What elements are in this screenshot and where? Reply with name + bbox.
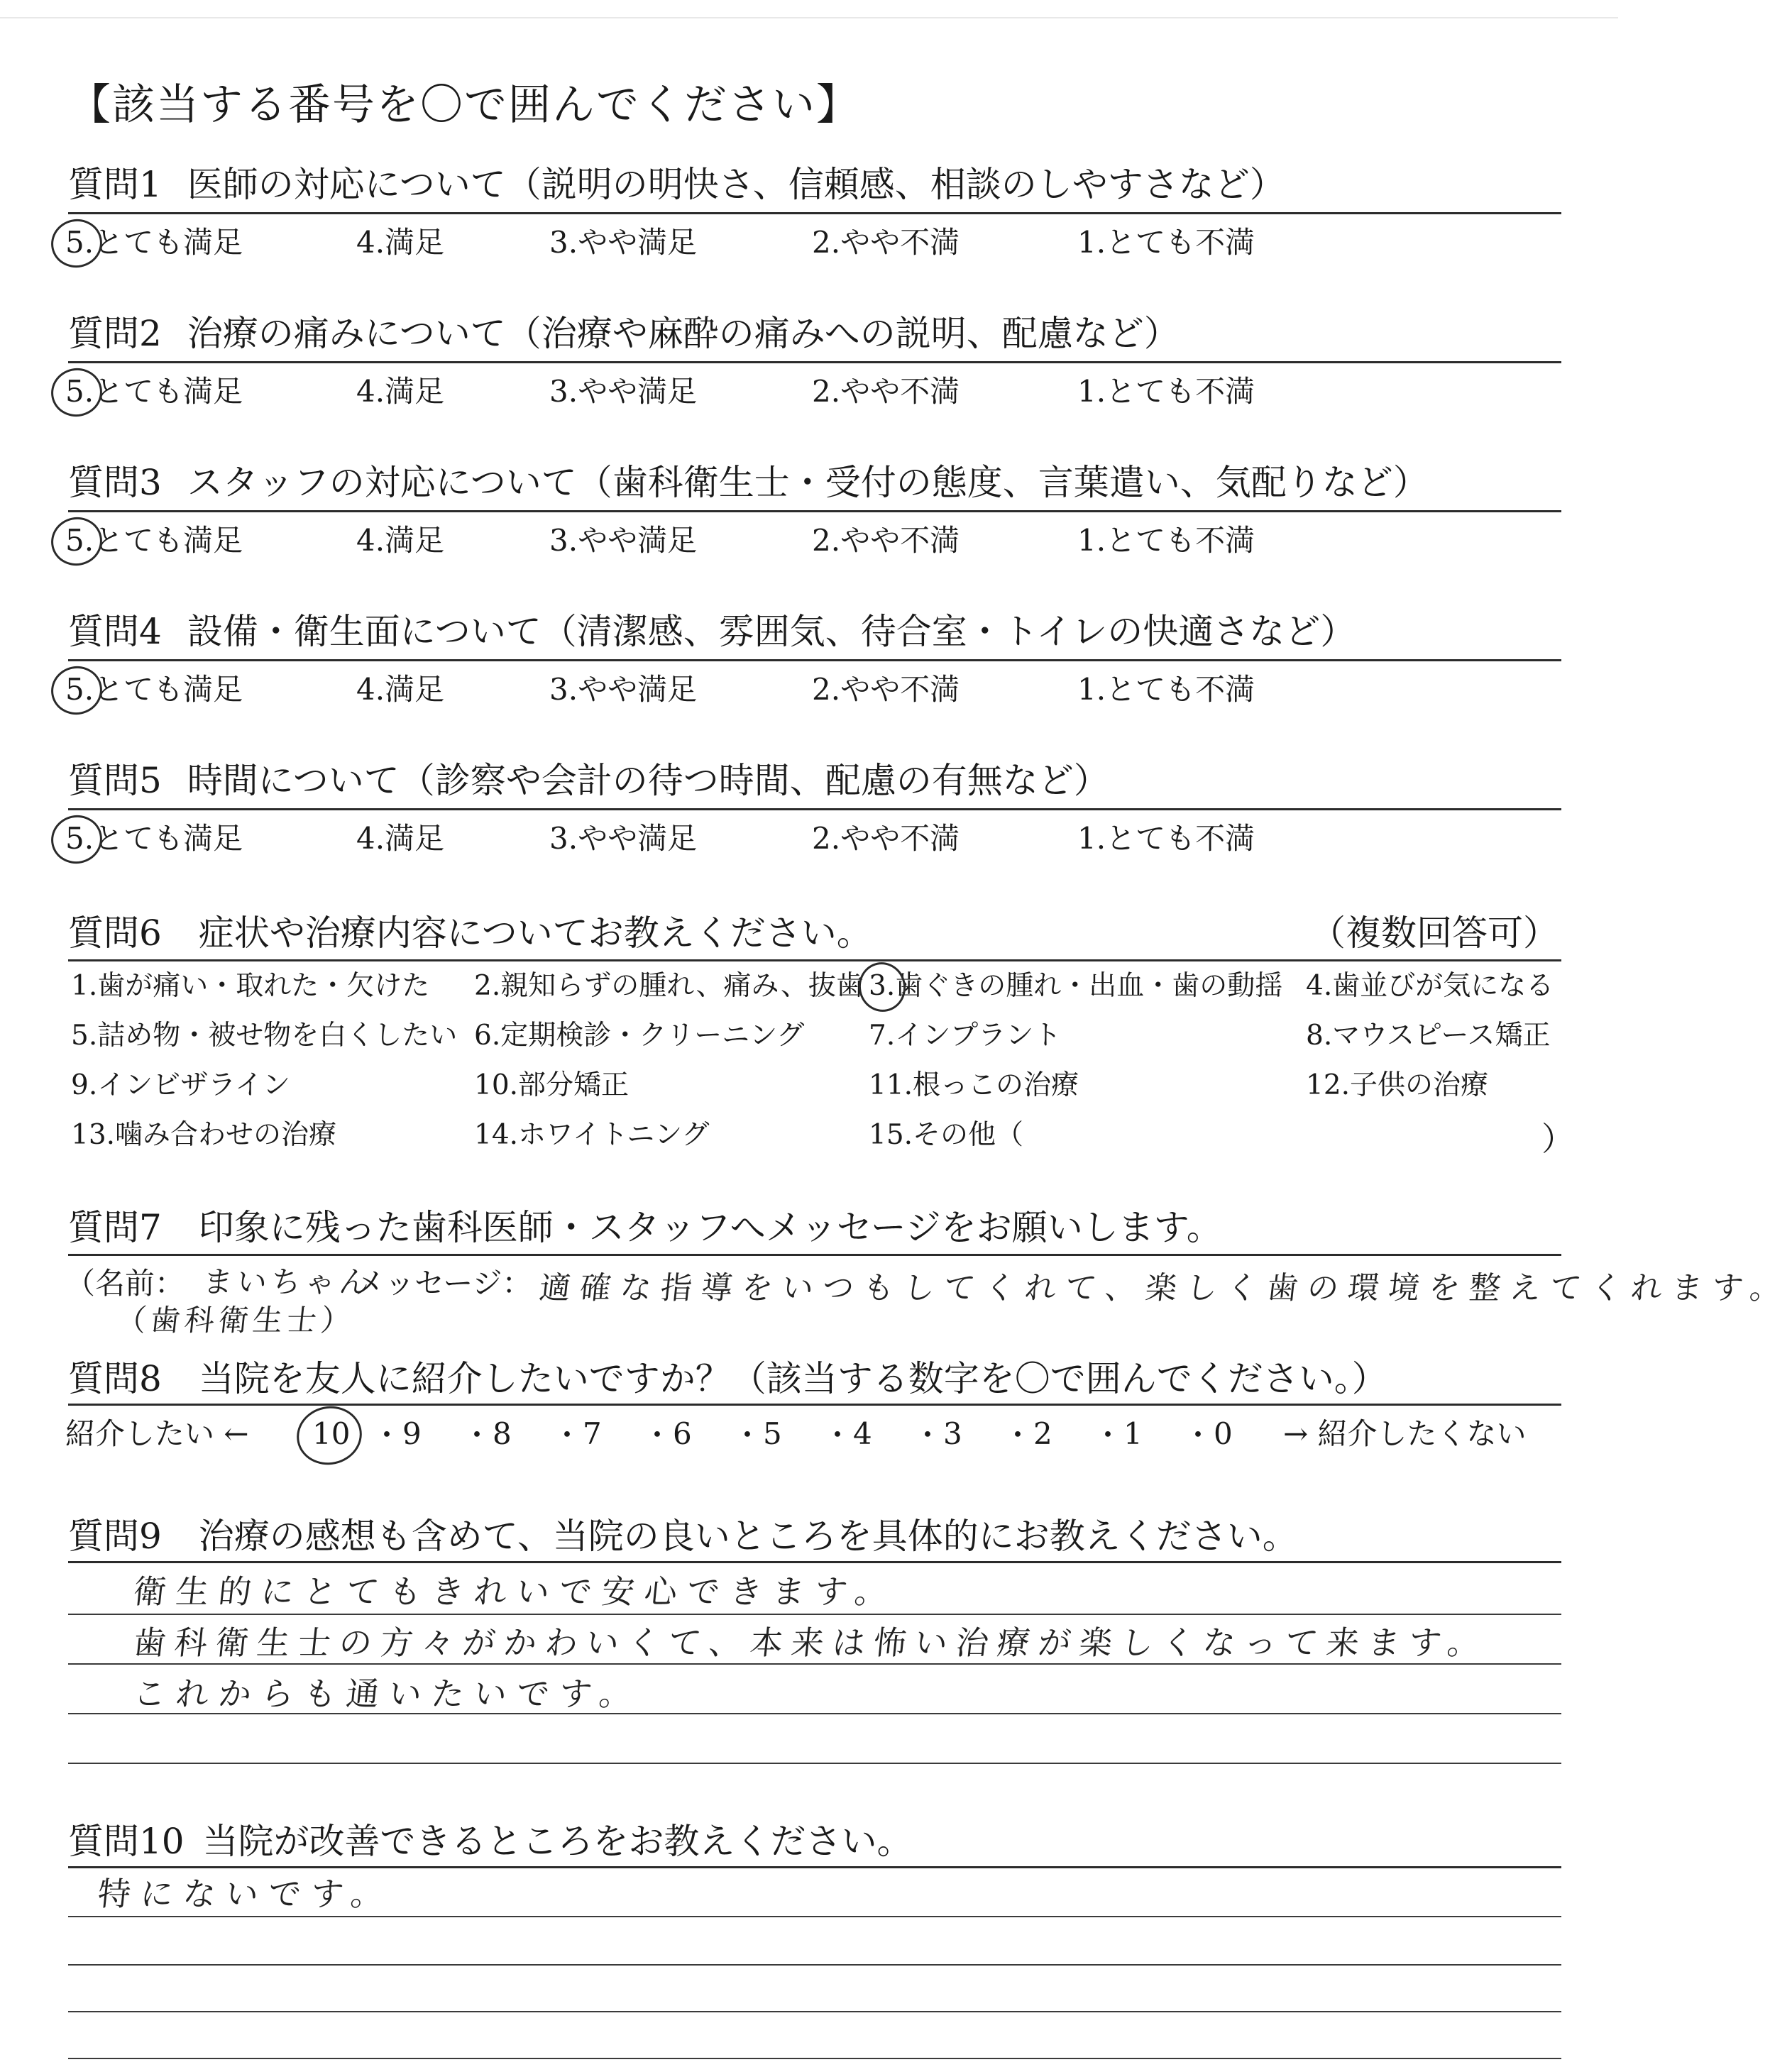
q9-answer-line-3: これからも通いたいです。 xyxy=(131,1675,644,1713)
q5-title xyxy=(68,760,1559,801)
q8-scale-separator: ・ xyxy=(1183,1418,1214,1453)
q8-title xyxy=(68,1358,1559,1399)
q8-scale-separator: ・ xyxy=(913,1418,943,1453)
q3-text: スタッフの対応について（歯科衛生士・受付の態度、言葉遣い、気配りなど） xyxy=(187,462,1429,503)
q6-option-14[interactable]: 14.ホワイトニング xyxy=(474,1119,710,1151)
q1-option-2[interactable]: 2.やや不満 xyxy=(812,225,960,260)
q5-selection-circle xyxy=(47,810,107,868)
q8-text: 当院を友人に紹介したいですか？（該当する数字を〇で囲んでください。） xyxy=(198,1358,1387,1399)
q6-option-7[interactable]: 7.インプラント xyxy=(869,1020,1062,1052)
answer-line xyxy=(68,2058,1561,2059)
q8-scale-separator: ・ xyxy=(642,1418,673,1453)
q10-text: 当院が改善できるところをお教えください。 xyxy=(202,1821,913,1862)
q8-scale-3[interactable]: 3 xyxy=(943,1416,962,1451)
q7-name-value: まいちゃん xyxy=(201,1264,375,1299)
q2-label: 質問2 xyxy=(68,313,162,354)
q4-rule xyxy=(68,659,1561,661)
q6-option-2[interactable]: 2.親知らずの腫れ、痛み、抜歯 xyxy=(474,970,864,1002)
q1-title xyxy=(68,164,1559,205)
q10-answer-line-1: 特にないです。 xyxy=(96,1875,396,1913)
q2-rule xyxy=(68,361,1561,363)
q1-text: 医師の対応について（説明の明快さ、信頼感、相談のしやすさなど） xyxy=(187,164,1285,205)
q10-label: 質問10 xyxy=(68,1821,185,1862)
q7-message-value: 適確な指導をいつもしてくれて、楽しく歯の環境を整えてくれます。 xyxy=(537,1270,1792,1306)
q8-scale-8[interactable]: 8 xyxy=(493,1416,512,1451)
q9-answer-line-2: 歯科衛生士の方々がかわいくて、本来は怖い治療が楽しくなって来ます。 xyxy=(131,1624,1491,1662)
q7-rule xyxy=(68,1254,1561,1256)
q8-scale-separator: ・ xyxy=(552,1418,583,1453)
q8-scale-separator: ・ xyxy=(462,1418,493,1453)
q2-option-3[interactable]: 3.やや満足 xyxy=(549,374,698,409)
q7-message-label: メッセージ： xyxy=(355,1266,532,1301)
q8-scale-9[interactable]: 9 xyxy=(402,1416,422,1451)
q1-rule xyxy=(68,212,1561,214)
q6-note: （複数回答可） xyxy=(1310,913,1559,954)
q3-option-3[interactable]: 3.やや満足 xyxy=(549,523,698,558)
q7-role-value: （歯科衛生士） xyxy=(114,1303,357,1338)
q6-option-12[interactable]: 12.子供の治療 xyxy=(1306,1069,1489,1101)
q2-option-5[interactable]: 5.とても満足 xyxy=(65,374,243,409)
q2-text: 治療の痛みについて（治療や麻酔の痛みへの説明、配慮など） xyxy=(187,313,1180,354)
q6-option-8[interactable]: 8.マウスピース矯正 xyxy=(1306,1020,1551,1052)
q6-option-15[interactable]: 15.その他（ xyxy=(869,1119,1024,1151)
q3-rule xyxy=(68,510,1561,512)
q3-option-4[interactable]: 4.満足 xyxy=(356,523,445,558)
q3-title xyxy=(68,462,1559,503)
form-heading: 【該当する番号を〇で囲んでください】 xyxy=(68,80,860,130)
q5-option-3[interactable]: 3.やや満足 xyxy=(549,821,698,856)
q7-text: 印象に残った歯科医師・スタッフへメッセージをお願いします。 xyxy=(198,1207,1222,1248)
q5-label: 質問5 xyxy=(68,760,162,801)
q9-title xyxy=(68,1516,1559,1557)
q8-rule xyxy=(68,1404,1561,1406)
scan-edge xyxy=(0,17,1618,18)
q6-close-paren: ） xyxy=(1541,1120,1574,1158)
q8-right-label: → 紹介したくない xyxy=(1283,1416,1527,1451)
q5-option-2[interactable]: 2.やや不満 xyxy=(812,821,960,856)
q8-selection-circle xyxy=(291,1400,367,1470)
q8-scale-7[interactable]: 7 xyxy=(583,1416,602,1451)
q4-text: 設備・衛生面について（清潔感、雰囲気、待合室・トイレの快適さなど） xyxy=(187,611,1356,652)
q8-left-label: 紹介したい ← xyxy=(65,1416,249,1451)
q4-option-3[interactable]: 3.やや満足 xyxy=(549,672,698,707)
q6-title xyxy=(68,913,1559,954)
q2-option-2[interactable]: 2.やや不満 xyxy=(812,374,960,409)
q6-option-4[interactable]: 4.歯並びが気になる xyxy=(1306,970,1554,1002)
q3-label: 質問3 xyxy=(68,462,162,503)
q1-option-5[interactable]: 5.とても満足 xyxy=(65,225,243,260)
q2-selection-circle xyxy=(47,363,107,421)
q9-answer-line-1: 衛生的にとてもきれいで安心できます。 xyxy=(131,1572,900,1611)
q5-option-4[interactable]: 4.満足 xyxy=(356,821,445,856)
q1-selection-circle xyxy=(47,214,107,272)
q6-option-5[interactable]: 5.詰め物・被せ物を白くしたい xyxy=(71,1020,458,1052)
q6-option-11[interactable]: 11.根っこの治療 xyxy=(869,1069,1079,1101)
answer-line xyxy=(68,1964,1561,1966)
q3-option-1[interactable]: 1.とても不満 xyxy=(1077,523,1255,558)
q6-rule xyxy=(68,959,1561,961)
q8-scale-1[interactable]: 1 xyxy=(1123,1416,1143,1451)
q6-option-3[interactable]: 3.歯ぐきの腫れ・出血・歯の動揺 xyxy=(869,970,1283,1002)
q4-option-2[interactable]: 2.やや不満 xyxy=(812,672,960,707)
q8-scale-separator: ・ xyxy=(1003,1418,1033,1453)
q6-selection-circle xyxy=(854,958,910,1016)
answer-line xyxy=(68,2011,1561,2012)
q9-text: 治療の感想も含めて、当院の良いところを具体的にお教えください。 xyxy=(198,1516,1298,1557)
q7-title xyxy=(68,1207,1559,1248)
q4-option-5[interactable]: 5.とても満足 xyxy=(65,672,243,707)
q8-scale-separator: ・ xyxy=(823,1418,853,1453)
q6-option-10[interactable]: 10.部分矯正 xyxy=(474,1069,630,1101)
q5-text: 時間について（診察や会計の待つ時間、配慮の有無など） xyxy=(187,760,1109,801)
q7-name-label: （名前： xyxy=(65,1266,185,1301)
q4-label: 質問4 xyxy=(68,611,162,652)
q4-selection-circle xyxy=(47,661,107,719)
q2-title xyxy=(68,313,1559,354)
q8-scale-2[interactable]: 2 xyxy=(1033,1416,1052,1451)
q8-scale-4[interactable]: 4 xyxy=(853,1416,872,1451)
q8-label: 質問8 xyxy=(68,1358,162,1399)
q4-option-4[interactable]: 4.満足 xyxy=(356,672,445,707)
q10-rule xyxy=(68,1866,1561,1868)
q9-rule xyxy=(68,1561,1561,1563)
q1-label: 質問1 xyxy=(68,164,162,205)
q6-option-13[interactable]: 13.噛み合わせの治療 xyxy=(71,1119,337,1151)
q3-option-2[interactable]: 2.やや不満 xyxy=(812,523,960,558)
q3-option-5[interactable]: 5.とても満足 xyxy=(65,523,243,558)
q1-option-4[interactable]: 4.満足 xyxy=(356,225,445,260)
q3-selection-circle xyxy=(47,512,107,570)
q8-scale-10[interactable]: 10 xyxy=(312,1416,351,1451)
q6-option-6[interactable]: 6.定期検診・クリーニング xyxy=(474,1020,805,1052)
q6-label: 質問6 xyxy=(68,913,162,954)
answer-line xyxy=(68,1763,1561,1764)
q5-option-5[interactable]: 5.とても満足 xyxy=(65,821,243,856)
q7-label: 質問7 xyxy=(68,1207,162,1248)
q10-title xyxy=(68,1821,1559,1862)
answer-line xyxy=(68,1663,1561,1665)
q8-scale-6[interactable]: 6 xyxy=(673,1416,692,1451)
answer-line xyxy=(68,1916,1561,1917)
q5-rule xyxy=(68,808,1561,810)
q4-title xyxy=(68,611,1559,652)
q8-scale-separator: ・ xyxy=(732,1418,763,1453)
answer-line xyxy=(68,1713,1561,1714)
q8-scale-5[interactable]: 5 xyxy=(763,1416,782,1451)
q8-scale-0[interactable]: 0 xyxy=(1214,1416,1233,1451)
q8-scale-separator: ・ xyxy=(372,1418,402,1453)
q1-option-3[interactable]: 3.やや満足 xyxy=(549,225,698,260)
q5-option-1[interactable]: 1.とても不満 xyxy=(1077,821,1255,856)
q4-option-1[interactable]: 1.とても不満 xyxy=(1077,672,1255,707)
q6-text: 症状や治療内容についてお教えください。 xyxy=(198,913,872,954)
q6-option-1[interactable]: 1.歯が痛い・取れた・欠けた xyxy=(71,970,430,1002)
answer-line xyxy=(68,1614,1561,1615)
q6-option-9[interactable]: 9.インビザライン xyxy=(71,1069,291,1101)
q9-label: 質問9 xyxy=(68,1516,162,1557)
q2-option-4[interactable]: 4.満足 xyxy=(356,374,445,409)
q1-option-1[interactable]: 1.とても不満 xyxy=(1077,225,1255,260)
q8-scale-separator: ・ xyxy=(1093,1418,1123,1453)
q2-option-1[interactable]: 1.とても不満 xyxy=(1077,374,1255,409)
